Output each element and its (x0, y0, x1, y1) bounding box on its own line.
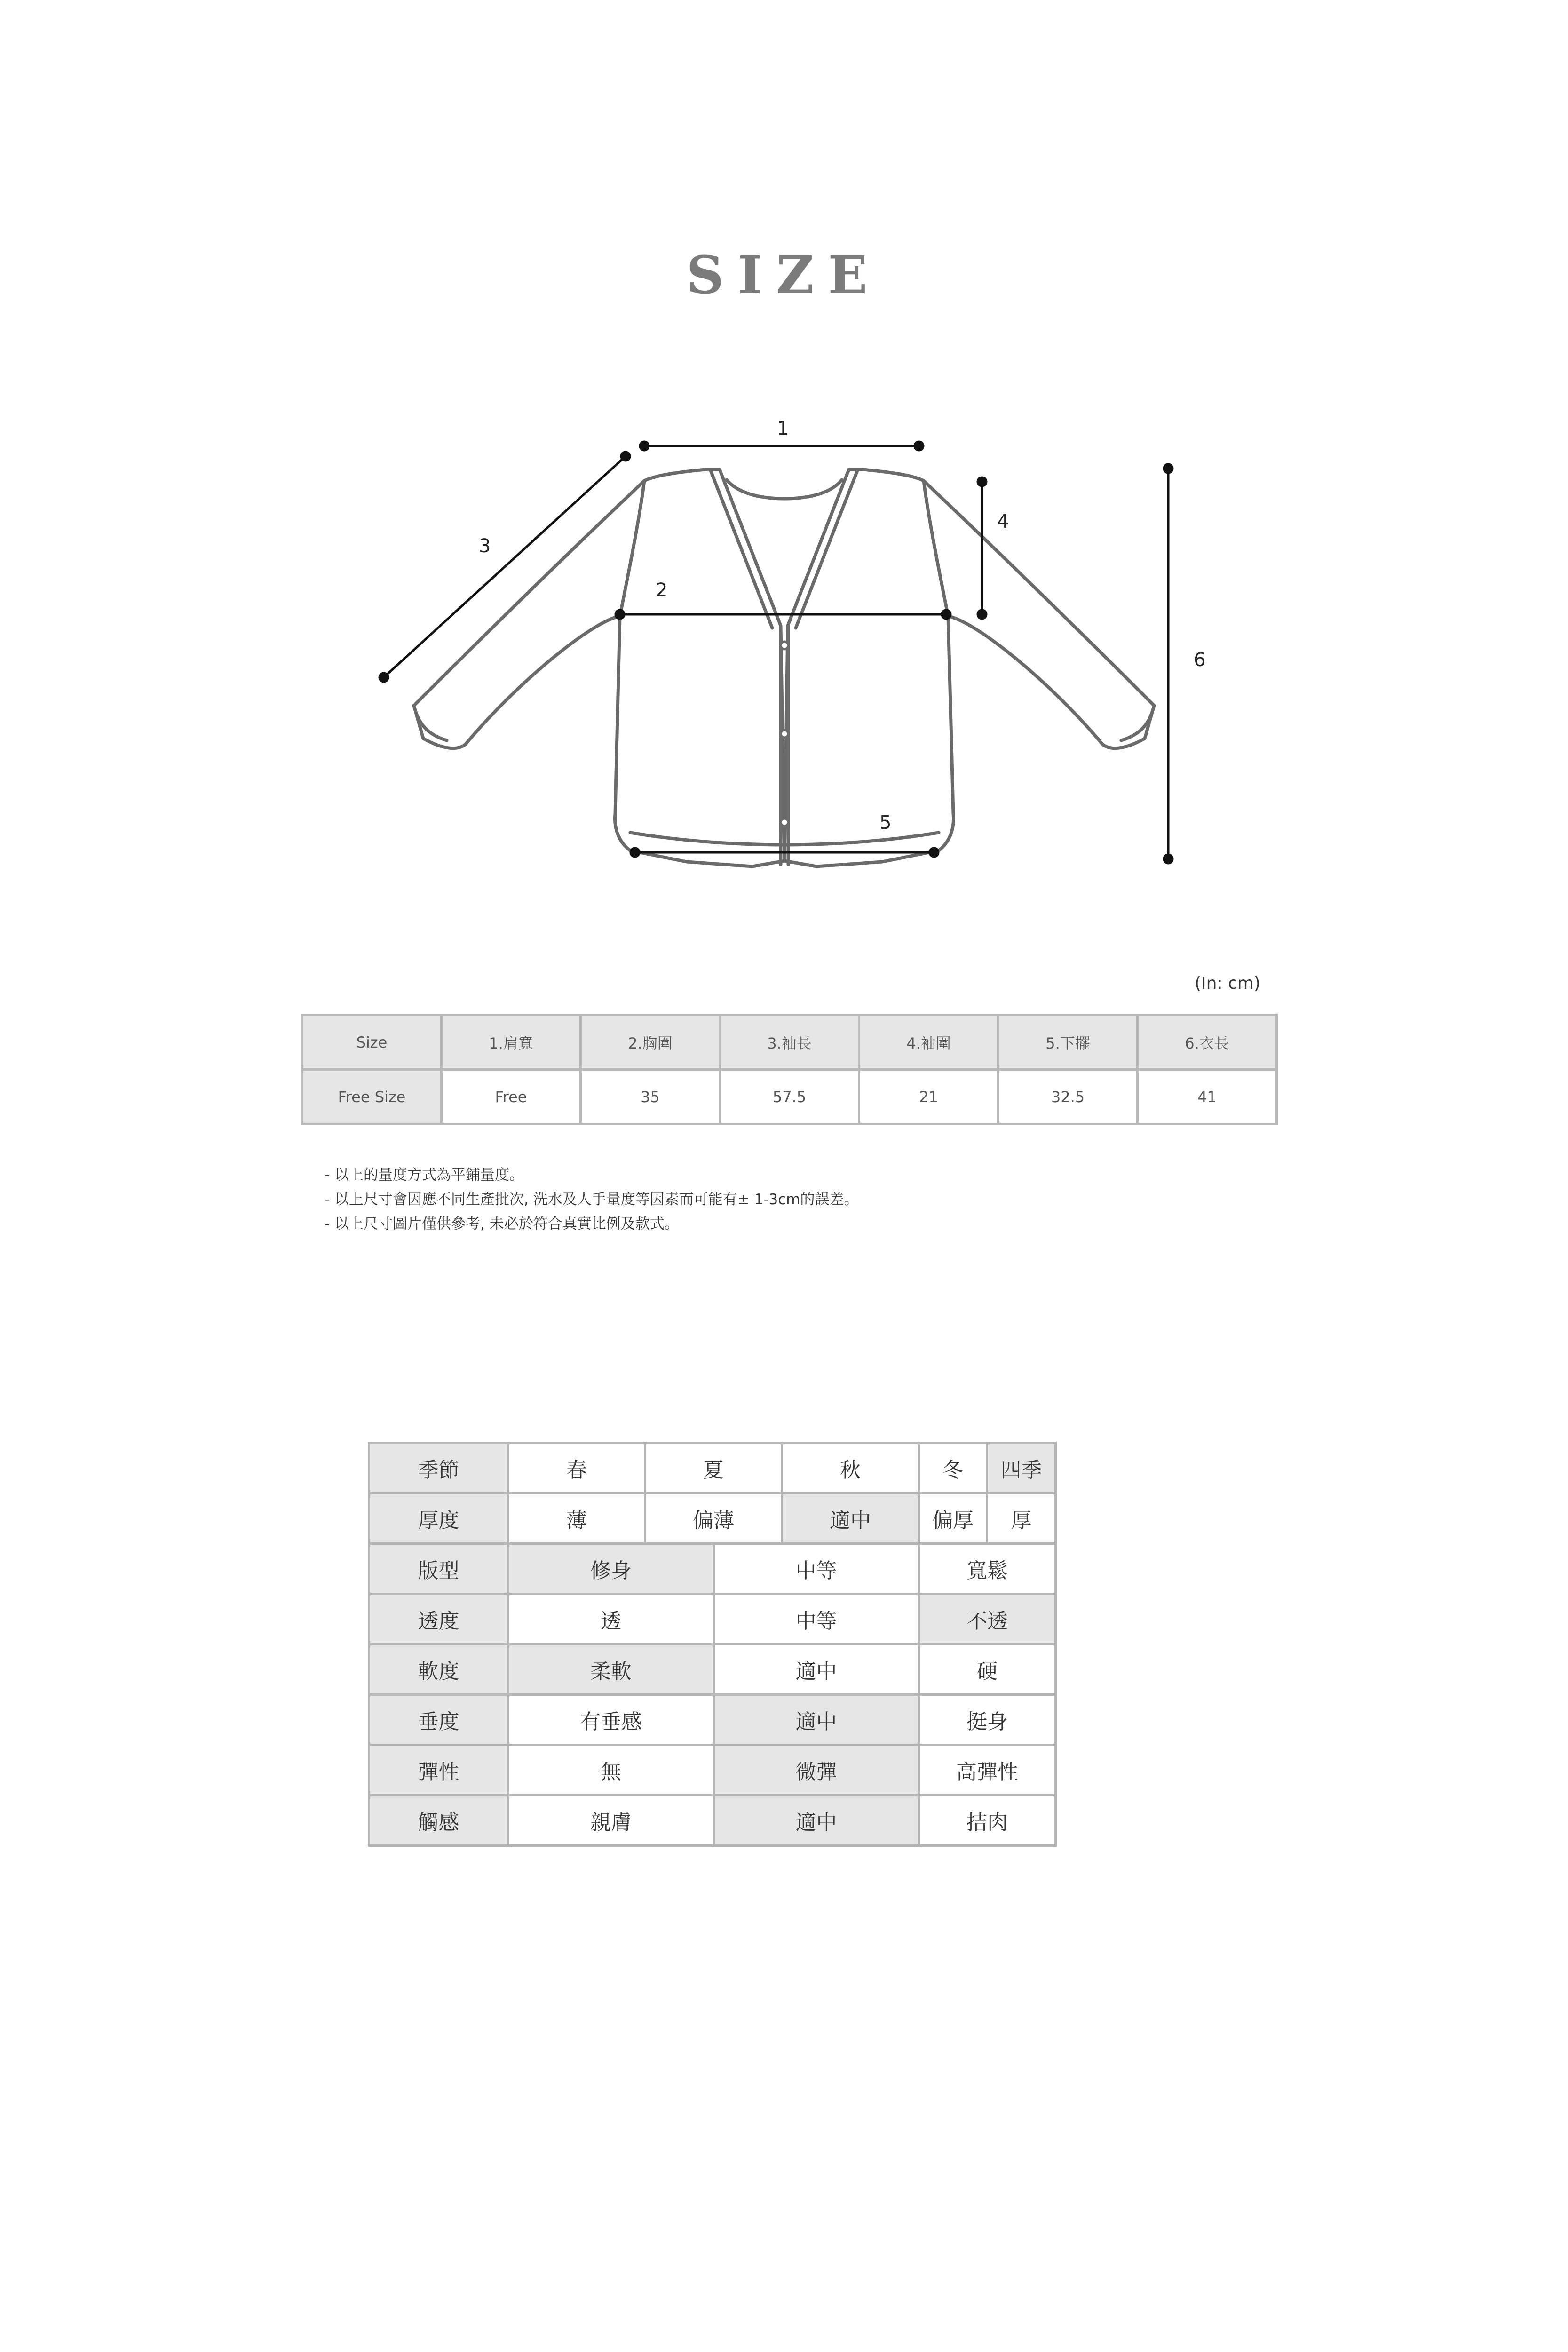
attr-option-selected: 修身 (508, 1544, 714, 1594)
size-header-cell: 4.袖圍 (859, 1015, 998, 1070)
marker-2: 2 (656, 580, 668, 601)
marker-1: 1 (777, 418, 789, 439)
attr-label: 軟度 (369, 1645, 508, 1695)
note-line: - 以上尺寸會因應不同生產批次, 洗水及人手量度等因素而可能有± 1-3cm的誤差。 (325, 1191, 859, 1208)
attr-label: 厚度 (369, 1494, 508, 1544)
attr-row-fit (369, 1544, 1056, 1594)
attr-option: 春 (508, 1443, 645, 1494)
attr-row-texture (369, 1796, 1056, 1846)
fabric-attribute-table (368, 1442, 1057, 1847)
size-cell: 57.5 (720, 1070, 859, 1124)
attr-option: 有垂感 (508, 1695, 714, 1745)
attr-option: 硬 (919, 1645, 1056, 1695)
size-header-cell: 2.胸圍 (581, 1015, 720, 1070)
attr-label: 版型 (369, 1544, 508, 1594)
attr-option: 秋 (782, 1443, 919, 1494)
marker-6: 6 (1194, 649, 1206, 671)
size-header-cell: 3.袖長 (720, 1015, 859, 1070)
attr-row-thickness (369, 1494, 1056, 1544)
measurement-notes (325, 1163, 858, 1236)
cardigan-outline (414, 469, 1154, 866)
attr-option: 寬鬆 (919, 1544, 1056, 1594)
attr-row-elasticity (369, 1745, 1056, 1796)
attr-option: 挺身 (919, 1695, 1056, 1745)
attr-row-season (369, 1443, 1056, 1494)
attr-option-selected: 四季 (987, 1443, 1056, 1494)
size-table-row (302, 1070, 1277, 1124)
attr-option: 無 (508, 1745, 714, 1796)
attr-option-selected: 柔軟 (508, 1645, 714, 1695)
size-header-cell: 6.衣長 (1138, 1015, 1277, 1070)
attr-option-selected: 適中 (782, 1494, 919, 1544)
attr-label: 季節 (369, 1443, 508, 1494)
attr-option: 中等 (714, 1544, 919, 1594)
size-cell: 35 (581, 1070, 720, 1124)
attr-option-selected: 微彈 (714, 1745, 919, 1796)
attr-option: 偏薄 (645, 1494, 782, 1544)
marker-4: 4 (997, 511, 1009, 532)
attr-option: 薄 (508, 1494, 645, 1544)
attr-row-drape (369, 1695, 1056, 1745)
attr-option: 厚 (987, 1494, 1056, 1544)
size-table-header (302, 1015, 1277, 1070)
size-cell: 21 (859, 1070, 998, 1124)
attr-option-selected: 不透 (919, 1594, 1056, 1645)
note-line: - 以上的量度方式為平鋪量度。 (325, 1167, 524, 1184)
attr-option: 拮肉 (919, 1796, 1056, 1846)
attr-label: 觸感 (369, 1796, 508, 1846)
size-header-cell: 5.下擺 (998, 1015, 1138, 1070)
size-cell: 41 (1138, 1070, 1277, 1124)
size-cell: Free Size (302, 1070, 442, 1124)
attr-option: 中等 (714, 1594, 919, 1645)
attr-row-softness (369, 1645, 1056, 1695)
attr-option: 高彈性 (919, 1745, 1056, 1796)
attr-option-selected: 適中 (714, 1796, 919, 1846)
attr-option: 冬 (919, 1443, 987, 1494)
attr-option: 適中 (714, 1645, 919, 1695)
page-title: SIZE (686, 245, 882, 305)
attr-option: 透 (508, 1594, 714, 1645)
attr-label: 垂度 (369, 1695, 508, 1745)
attr-option: 偏厚 (919, 1494, 987, 1544)
measurement-lines (380, 442, 1172, 863)
size-header-cell: 1.肩寬 (442, 1015, 581, 1070)
attr-option-selected: 適中 (714, 1695, 919, 1745)
marker-5: 5 (879, 812, 892, 834)
attr-option: 夏 (645, 1443, 782, 1494)
attr-label: 彈性 (369, 1745, 508, 1796)
note-line: - 以上尺寸圖片僅供參考, 未必於符合真實比例及款式。 (325, 1216, 679, 1232)
attr-label: 透度 (369, 1594, 508, 1645)
attr-row-sheerness (369, 1594, 1056, 1645)
size-cell: 32.5 (998, 1070, 1138, 1124)
attr-option: 親膚 (508, 1796, 714, 1846)
unit-label: (In: cm) (1195, 974, 1260, 993)
size-header-cell: Size (302, 1015, 442, 1070)
size-table (301, 1014, 1278, 1125)
size-cell: Free (442, 1070, 581, 1124)
cardigan-diagram (0, 0, 1568, 941)
marker-3: 3 (479, 535, 491, 557)
